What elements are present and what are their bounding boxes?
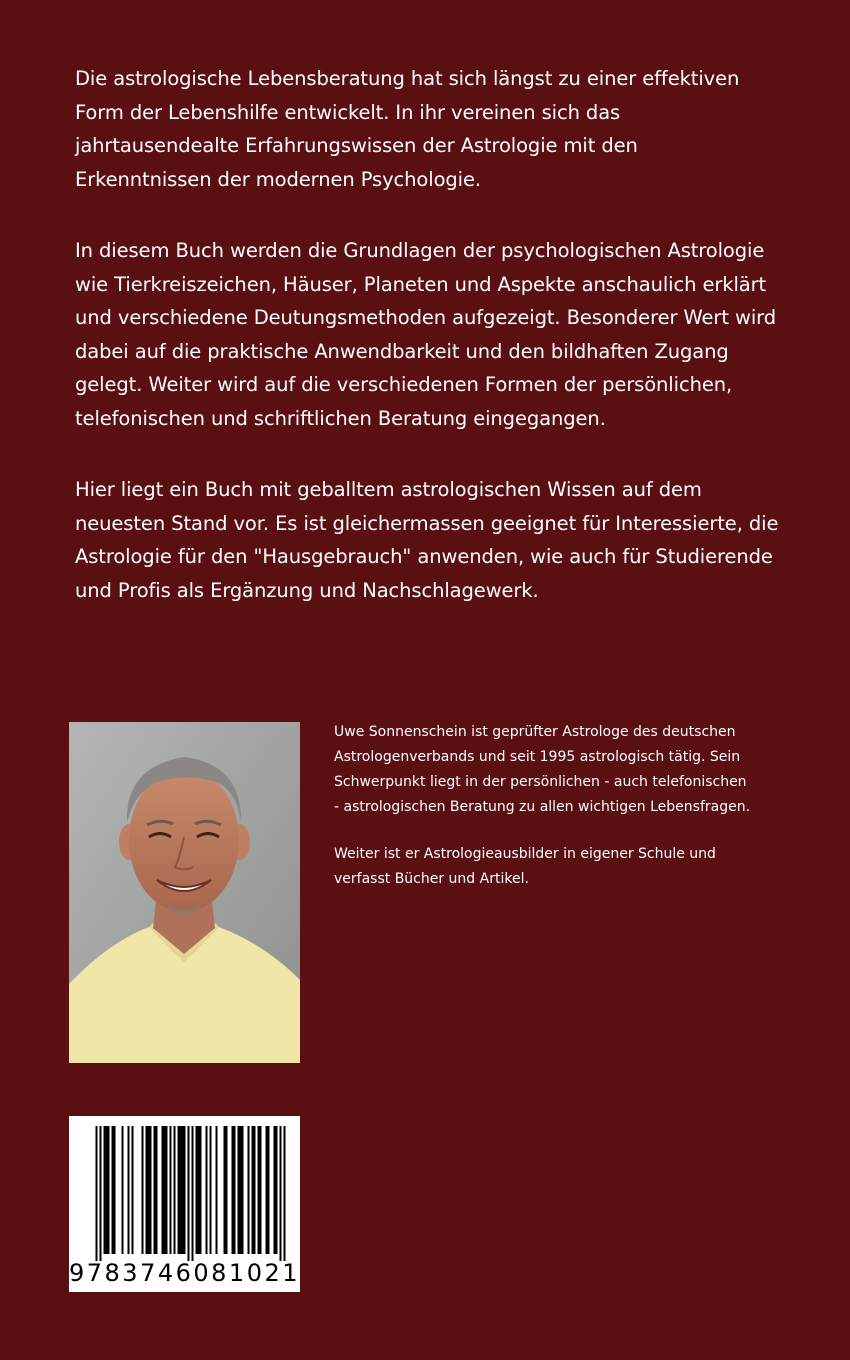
barcode-bars: [69, 1116, 300, 1261]
barcode-bar: [100, 1126, 102, 1261]
barcode-bar: [174, 1126, 176, 1254]
blurb-paragraph-2: In diesem Buch werden die Grundlagen der psychologischen Astrologie wie Tierkreiszeichen, Häuser, Planeten und Aspekte anschaulich erklärt und verschiedene Deutungsmethoden aufgezeigt. Besonderer Wert wird dabei auf die praktische Anwendbarkeit und den bildhaften Zugang gelegt. Weiter wird auf die verschiedenen Formen der persönlichen, telefonischen und schriftlichen Beratung eingegangen.: [75, 239, 776, 430]
barcode-bar: [234, 1126, 236, 1254]
barcode-bar: [148, 1126, 150, 1254]
blurb-paragraph-3: Hier liegt ein Buch mit geballtem astrologischen Wissen auf dem neuesten Stand vor. Es ist gleichermassen geeignet für Interessierte, die Astrologie für den "Hausgebrauch" anwenden, wie auch für Studierende und Profis als Ergänzung und Nachschlagewerk.: [75, 478, 779, 602]
isbn-barcode: [69, 1116, 300, 1292]
barcode-bar: [210, 1126, 212, 1254]
barcode-bar: [108, 1126, 110, 1254]
barcode-bar: [170, 1126, 172, 1254]
isbn-number: 9783746081021: [69, 1259, 301, 1287]
barcode-bar: [182, 1126, 184, 1254]
barcode-bar: [254, 1126, 256, 1254]
bio-paragraph-2: Weiter ist er Astrologieausbilder in eigener Schule und verfasst Bücher und Artikel.: [334, 846, 716, 887]
barcode-bar: [252, 1126, 254, 1254]
barcode-bar: [178, 1126, 180, 1254]
barcode-bar: [146, 1126, 148, 1254]
barcode-bar: [166, 1126, 168, 1254]
blurb-paragraph-1: Die astrologische Lebensberatung hat sich längst zu einer effektiven Form der Lebenshilfe entwickelt. In ihr vereinen sich das jahrtausendealte Erfahrungswissen der Astrologie mit den Erkenntnissen der modernen Psychologie.: [75, 67, 740, 191]
barcode-bar: [238, 1126, 240, 1254]
barcode-bar: [114, 1126, 116, 1254]
barcode-bar: [200, 1126, 202, 1254]
barcode-bar: [240, 1126, 242, 1254]
barcode-bar: [128, 1126, 130, 1254]
barcode-bar: [162, 1126, 164, 1254]
author-photo: [69, 722, 300, 1063]
barcode-bar: [232, 1126, 234, 1254]
barcode-bar: [156, 1126, 158, 1254]
barcode-bar: [106, 1126, 108, 1254]
barcode-bar: [164, 1126, 166, 1254]
bio-paragraph-1: Uwe Sonnenschein ist geprüfter Astrologe des deutschen Astrologenverbands und seit 1995 astrologisch tätig. Sein Schwerpunkt liegt in der persönlichen - auch telefonischen - astrologischen Beratung zu allen wichtigen Lebensfragen.: [334, 724, 751, 815]
barcode-bar: [284, 1126, 286, 1261]
back-cover-blurb: [75, 62, 780, 645]
barcode-bar: [206, 1126, 208, 1254]
barcode-bar: [248, 1126, 250, 1254]
barcode-bar: [150, 1126, 152, 1254]
barcode-bar: [280, 1126, 282, 1261]
barcode-bar: [258, 1126, 260, 1254]
barcode-bar: [132, 1126, 134, 1254]
barcode-bar: [216, 1126, 218, 1254]
barcode-bar: [276, 1126, 278, 1254]
barcode-bar: [188, 1126, 190, 1261]
barcode-bar: [180, 1126, 182, 1254]
barcode-bar: [122, 1126, 124, 1254]
barcode-bar: [224, 1126, 226, 1254]
barcode-bar: [192, 1126, 194, 1261]
barcode-bar: [196, 1126, 198, 1254]
barcode-bar: [226, 1126, 228, 1254]
author-bio: [334, 720, 754, 914]
barcode-bar: [104, 1126, 106, 1254]
barcode-bar: [154, 1126, 156, 1254]
barcode-bar: [96, 1126, 98, 1261]
barcode-bar: [260, 1126, 262, 1254]
barcode-bar: [242, 1126, 244, 1254]
barcode-bar: [198, 1126, 200, 1254]
barcode-bar: [112, 1126, 114, 1254]
barcode-bar: [184, 1126, 186, 1254]
barcode-bar: [266, 1126, 268, 1254]
barcode-bar: [142, 1126, 144, 1254]
barcode-bar: [268, 1126, 270, 1254]
barcode-bar: [274, 1126, 276, 1254]
